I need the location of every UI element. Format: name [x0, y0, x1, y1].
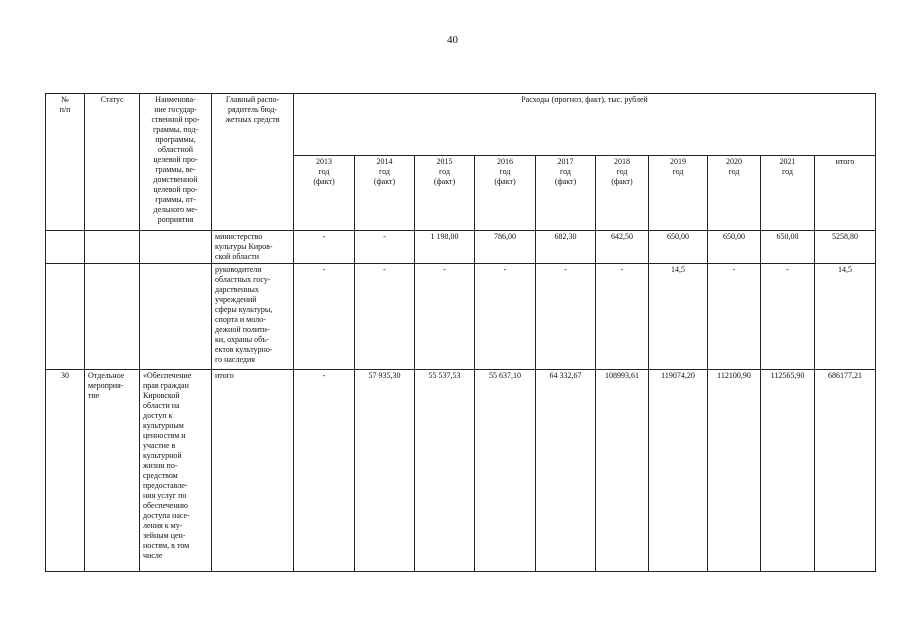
row-value: -: [355, 264, 415, 370]
row-value: 55 537,53: [415, 370, 475, 572]
row-value: -: [536, 264, 596, 370]
row-value: -: [761, 264, 815, 370]
row-value: -: [294, 231, 355, 264]
header-status: Статус: [85, 94, 140, 231]
header-manager: Главный распо- рядитель бюд- жетных средств: [212, 94, 294, 231]
row-name: [140, 264, 212, 370]
row-value: 650,00: [649, 231, 708, 264]
header-year: 2016 год (факт): [475, 156, 536, 231]
page-number: 40: [447, 34, 458, 46]
row-manager: руководители областных госу- дарственных учреждений сферы культуры, спорта и моло- дежной полити- ки, охраны объ- ектов культурно- го наследия: [212, 264, 294, 370]
row-value: -: [294, 370, 355, 572]
row-value: -: [355, 231, 415, 264]
header-num: № п/п: [46, 94, 85, 231]
header-year: 2014 год (факт): [355, 156, 415, 231]
row-value: 64 332,67: [536, 370, 596, 572]
header-expenses: Расходы (прогноз, факт), тыс. рублей: [294, 94, 876, 156]
row-value: -: [294, 264, 355, 370]
row-status: [85, 264, 140, 370]
row-value: -: [475, 264, 536, 370]
row-status: Отдельное мероприя- тие: [85, 370, 140, 572]
row-num: [46, 264, 85, 370]
row-total: 686177,21: [815, 370, 876, 572]
row-value: 57 935,30: [355, 370, 415, 572]
header-year: 2020 год: [708, 156, 761, 231]
row-num: 30: [46, 370, 85, 572]
row-value: 786,00: [475, 231, 536, 264]
row-value: 55 637,10: [475, 370, 536, 572]
row-value: 119074,20: [649, 370, 708, 572]
row-value: 108993,61: [596, 370, 649, 572]
row-total: 5258,80: [815, 231, 876, 264]
row-manager: итого: [212, 370, 294, 572]
header-name: Наименова- ние государ- ственной про- граммы, под- программы, областной целевой про- граммы, ве- домственной целевой про- граммы, от- дельного ме- роприятия: [140, 94, 212, 231]
row-manager: министерство культуры Киров- ской области: [212, 231, 294, 264]
row-name: «Обеспечение прав граждан Кировской области на доступ к культурным ценностям и участие в культурной жизни по- средством предоставле- ния услуг по обеспечению доступа насе- ления к му- зейным цен- ностям, в том числе: [140, 370, 212, 572]
table-row: [46, 370, 876, 572]
row-value: -: [415, 264, 475, 370]
row-value: 650,00: [761, 231, 815, 264]
table-row: [46, 231, 876, 264]
header-year: 2021 год: [761, 156, 815, 231]
row-num: [46, 231, 85, 264]
header-year: 2013 год (факт): [294, 156, 355, 231]
row-value: 112565,90: [761, 370, 815, 572]
row-value: 112100,90: [708, 370, 761, 572]
header-year: 2019 год: [649, 156, 708, 231]
row-value: 1 198,00: [415, 231, 475, 264]
row-value: -: [708, 264, 761, 370]
row-value: -: [596, 264, 649, 370]
row-value: 642,50: [596, 231, 649, 264]
row-status: [85, 231, 140, 264]
row-value: 14,5: [649, 264, 708, 370]
table-header-row: [46, 94, 876, 156]
row-value: 650,00: [708, 231, 761, 264]
budget-table: [45, 93, 876, 572]
row-total: 14,5: [815, 264, 876, 370]
row-value: 682,30: [536, 231, 596, 264]
row-name: [140, 231, 212, 264]
table-row: [46, 264, 876, 370]
header-total: итого: [815, 156, 876, 231]
header-year: 2018 год (факт): [596, 156, 649, 231]
header-year: 2017 год (факт): [536, 156, 596, 231]
header-year: 2015 год (факт): [415, 156, 475, 231]
